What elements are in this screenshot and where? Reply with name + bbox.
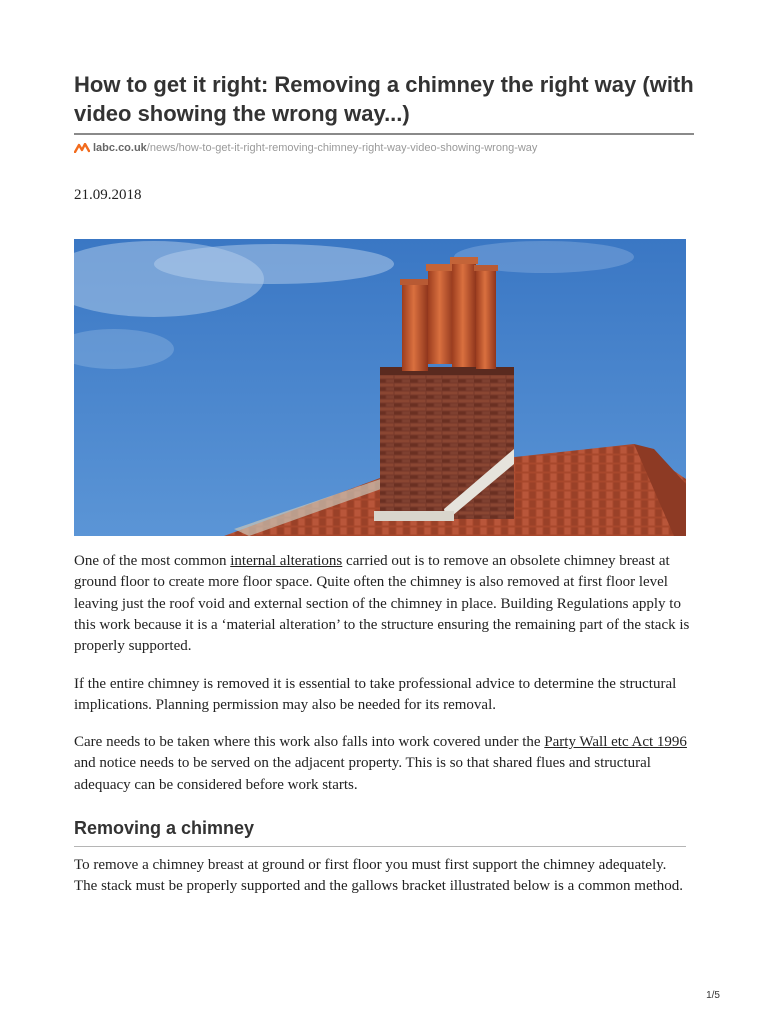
article-title: How to get it right: Removing a chimney the right way (with video showing the wrong way...) [74,72,694,126]
paragraph-party-wall [74,732,690,796]
p1-text-after: carried out is to remove an obsolete chimney breast at ground floor to create more floor space. Quite often the chimney is also removed at first floor level leaving just the roof void and external section of the chimney in place. Building Regulations apply to this work because it is a ‘material alteration’ to the structure ensuring the remaining part of the stack is properly supported. [74,553,690,655]
party-wall-act-link[interactable]: Party Wall etc Act 1996 [544,734,687,750]
hero-image [74,239,686,536]
chimney-photo-icon [74,239,686,536]
labc-logo-icon [74,143,90,153]
paragraph-removal: To remove a chimney breast at ground or first floor you must first support the chimney adequately. The stack must be properly supported and the gallows bracket illustrated below is a common method. [74,857,684,895]
section-heading: Removing a chimney [74,818,255,838]
source-domain: labc.co.uk [93,142,147,154]
title-divider [74,133,694,135]
p3-text-after: and notice needs to be served on the adjacent property. This is so that shared flues and structural adequacy can be considered before work starts. [74,755,651,793]
source-url[interactable] [74,142,537,154]
section-divider [74,846,686,847]
p3-text-before: Care needs to be taken where this work also falls into work covered under the [74,734,545,750]
source-path: /news/how-to-get-it-right-removing-chimney-right-way-video-showing-wrong-way [146,142,538,154]
paragraph-intro [74,551,690,657]
internal-alterations-link[interactable]: internal alterations [230,553,343,569]
paragraph-structural: If the entire chimney is removed it is essential to take professional advice to determine the structural implications. Planning permission may also be needed for its removal. [74,676,677,714]
page-number: 1/5 [706,990,720,1001]
p1-text-before: One of the most common [74,553,231,569]
article-date: 21.09.2018 [74,187,142,203]
